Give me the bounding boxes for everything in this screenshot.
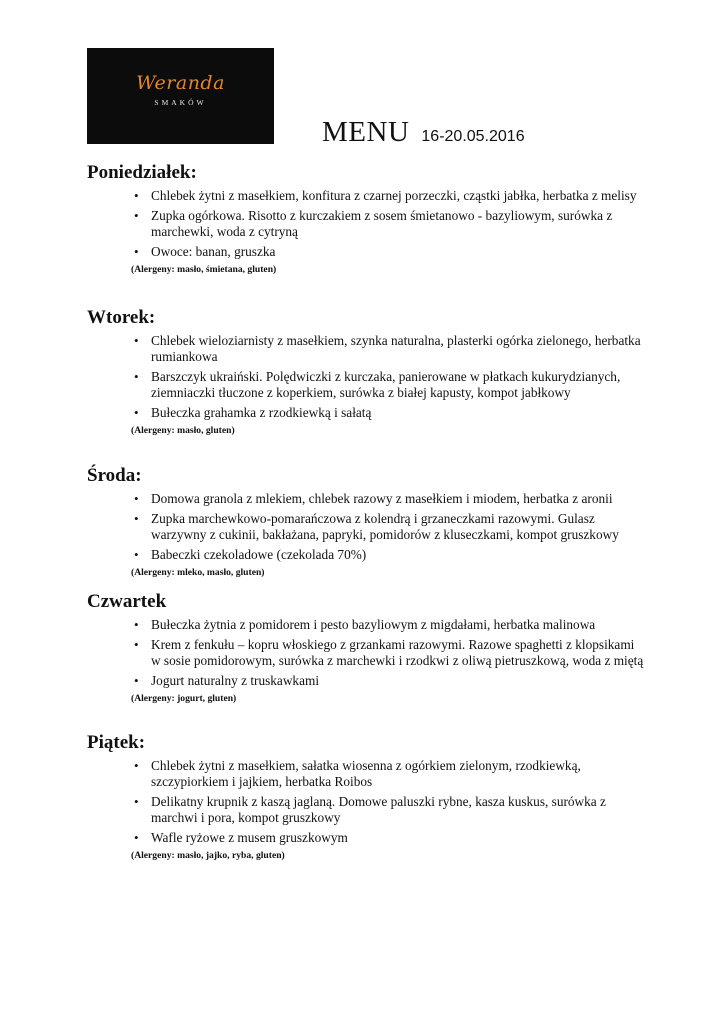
meal-item <box>87 617 647 633</box>
menu-date: 16-20.05.2016 <box>421 128 525 145</box>
meal-list <box>87 188 647 260</box>
bullet-icon: • <box>134 637 139 652</box>
meal-list <box>87 758 647 846</box>
bullet-icon: • <box>134 511 139 526</box>
menu-title: MENU <box>322 116 410 148</box>
allergens-note: (Alergeny: jogurt, gluten) <box>131 693 237 704</box>
meal-text: Bułeczka żytnia z pomidorem i pesto bazyliowym z migdałami, herbatka malinowa <box>151 617 596 632</box>
bullet-icon: • <box>134 794 139 809</box>
meal-item <box>87 369 647 401</box>
day-heading: Środa: <box>87 465 142 486</box>
allergens-note: (Alergeny: mleko, masło, gluten) <box>131 567 265 578</box>
bullet-icon: • <box>134 208 139 223</box>
bullet-icon: • <box>134 830 139 845</box>
meal-item <box>87 188 647 204</box>
meal-text: Domowa granola z mlekiem, chlebek razowy z masełkiem i miodem, herbatka z aronii <box>151 491 613 506</box>
menu-header <box>322 116 525 149</box>
bullet-icon: • <box>134 758 139 773</box>
meal-list <box>87 617 647 689</box>
bullet-icon: • <box>134 188 139 203</box>
day-section-wednesday <box>87 465 647 579</box>
bullet-icon: • <box>134 617 139 632</box>
meal-text: Wafle ryżowe z musem gruszkowym <box>151 830 348 845</box>
meal-text: Chlebek żytni z masełkiem, sałatka wiosenna z ogórkiem zielonym, rzodkiewką, szczypiorkiem i jajkiem, herbatka Roibos <box>151 758 581 789</box>
meal-text: Chlebek żytni z masełkiem, konfitura z czarnej porzeczki, cząstki jabłka, herbatka z melisy <box>151 188 637 203</box>
meal-item <box>87 333 647 365</box>
meal-item <box>87 830 647 846</box>
meal-text: Krem z fenkułu – kopru włoskiego z grzankami razowymi. Razowe spaghetti z klopsikami w sosie pomidorowym, surówka z marchewki i rzodkwi z oliwą pietruszkową, woda z miętą <box>151 637 644 668</box>
meal-text: Owoce: banan, gruszka <box>151 244 276 259</box>
allergens-note: (Alergeny: masło, gluten) <box>131 425 235 436</box>
meal-item <box>87 673 647 689</box>
bullet-icon: • <box>134 333 139 348</box>
meal-text: Babeczki czekoladowe (czekolada 70%) <box>151 547 367 562</box>
meal-text: Zupka ogórkowa. Risotto z kurczakiem z sosem śmietanowo - bazyliowym, surówka z marchewki, woda z cytryną <box>151 208 613 239</box>
allergens-note: (Alergeny: masło, śmietana, gluten) <box>131 264 277 275</box>
logo-sub-text: SMAKÓW <box>154 98 207 107</box>
meal-text: Barszczyk ukraiński. Polędwiczki z kurczaka, panierowane w płatkach kukurydzianych, ziemniaczki tłuczone z koperkiem, surówka z białej kapusty, kompot jabłkowy <box>151 369 621 400</box>
meal-item <box>87 547 647 563</box>
day-heading: Poniedziałek: <box>87 162 197 183</box>
meal-list <box>87 333 647 421</box>
meal-item <box>87 491 647 507</box>
day-section-monday <box>87 162 647 276</box>
bullet-icon: • <box>134 369 139 384</box>
meal-item <box>87 637 647 669</box>
bullet-icon: • <box>134 405 139 420</box>
meal-text: Bułeczka grahamka z rzodkiewką i sałatą <box>151 405 372 420</box>
day-section-tuesday <box>87 307 647 437</box>
meal-item <box>87 208 647 240</box>
day-section-friday <box>87 732 647 862</box>
bullet-icon: • <box>134 491 139 506</box>
meal-text: Chlebek wieloziarnisty z masełkiem, szynka naturalna, plasterki ogórka zielonego, herbatka rumiankowa <box>151 333 641 364</box>
bullet-icon: • <box>134 547 139 562</box>
day-section-thursday <box>87 591 647 705</box>
bullet-icon: • <box>134 673 139 688</box>
meal-text: Zupka marchewkowo-pomarańczowa z kolendrą i grzaneczkami razowymi. Gulasz warzywny z cukinii, bakłażana, papryki, pomidorów z kluseczkami, kompot gruszkowy <box>151 511 619 542</box>
day-heading: Wtorek: <box>87 307 156 328</box>
meal-item <box>87 758 647 790</box>
day-heading: Czwartek <box>87 591 167 612</box>
allergens-note: (Alergeny: masło, jajko, ryba, gluten) <box>131 850 285 861</box>
meal-text: Jogurt naturalny z truskawkami <box>151 673 320 688</box>
restaurant-logo <box>87 48 274 144</box>
meal-list <box>87 491 647 563</box>
meal-item <box>87 405 647 421</box>
meal-item <box>87 244 647 260</box>
meal-item <box>87 511 647 543</box>
meal-text: Delikatny krupnik z kaszą jaglaną. Domowe paluszki rybne, kasza kuskus, surówka z marchwi i pora, kompot gruszkowy <box>151 794 606 825</box>
bullet-icon: • <box>134 244 139 259</box>
logo-script-text: Weranda <box>136 72 225 94</box>
meal-item <box>87 794 647 826</box>
day-heading: Piątek: <box>87 732 146 753</box>
